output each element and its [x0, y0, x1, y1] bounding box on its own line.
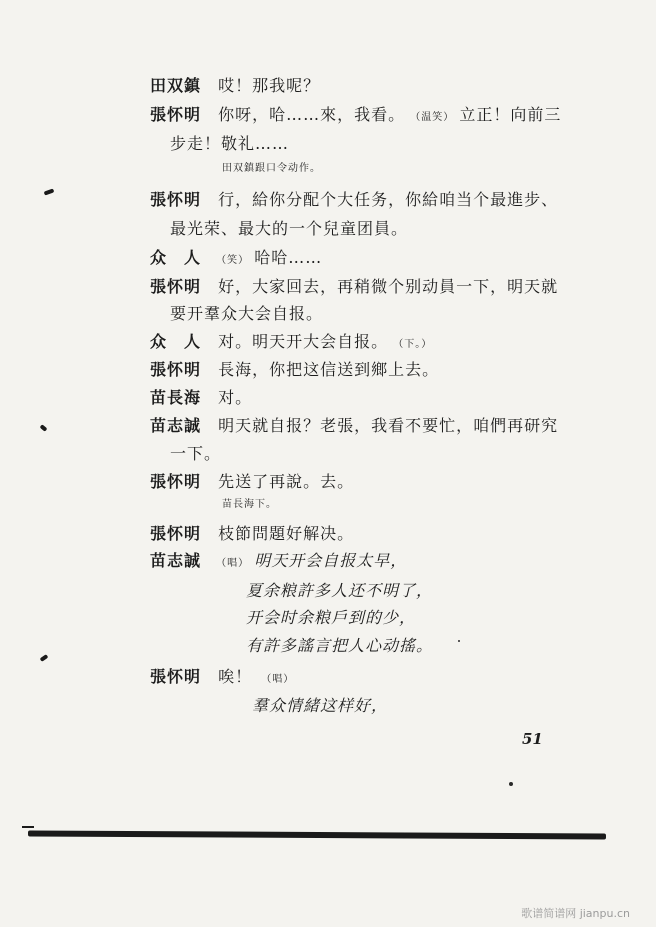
- dialogue-text: 你呀，哈……來，我看。: [218, 105, 406, 124]
- speaker-name: 苗志誠: [150, 551, 202, 570]
- speaker-name: 張怀明: [150, 667, 202, 686]
- verse-line: 有許多謠言把人心动搖。: [246, 636, 434, 655]
- continuation-line: 要开羣众大会自报。: [170, 304, 324, 323]
- speaker-name: 張怀明: [150, 190, 202, 209]
- dialogue-text: 明天就自报？老張，我看不要忙，咱們再研究: [218, 416, 559, 435]
- continuation-line: 最光荣、最大的一个兒童团員。: [170, 219, 409, 238]
- page-number: 51: [522, 730, 543, 748]
- footer-rule-tick: [22, 826, 34, 828]
- stage-direction: （温笑）: [410, 112, 455, 123]
- dialogue-line: [150, 474, 354, 490]
- stage-direction: （唱）: [261, 674, 295, 685]
- dialogue-line: [150, 362, 439, 378]
- dialogue-line: [150, 107, 561, 123]
- dialogue-text: 对。: [218, 388, 253, 407]
- dialogue-text: 哎！那我呢？: [218, 76, 321, 95]
- dialogue-line: [150, 250, 322, 266]
- speaker-name: 張怀明: [150, 105, 202, 124]
- ink-mark: [40, 654, 49, 662]
- speaker-name: 張怀明: [150, 277, 202, 296]
- dialogue-text: 好，大家回去，再稍微个别动員一下，明天就: [218, 277, 559, 296]
- dialogue-text: 行，給你分配个大任务，你給咱当个最進步、: [218, 190, 559, 209]
- dialogue-text: 哈哈……: [254, 248, 323, 267]
- dialogue-text: 对。明天开大会自报。: [218, 332, 389, 351]
- speaker-name: 众 人: [150, 248, 202, 267]
- speaker-name: 众 人: [150, 332, 202, 351]
- dialogue-line: [150, 669, 294, 685]
- continuation-line: 步走！敬礼……: [170, 134, 290, 153]
- watermark: 歌谱简谱网 jianpu.cn: [521, 907, 630, 920]
- speaker-name: 苗志誠: [150, 416, 202, 435]
- speaker-name: 張怀明: [150, 524, 202, 543]
- ink-mark: [44, 188, 55, 195]
- verse-line: 羣众情緒这样好，: [252, 696, 389, 715]
- dialogue-line: [150, 553, 407, 569]
- dialogue-line: [150, 418, 558, 434]
- dialogue-line: [150, 526, 354, 542]
- speaker-name: 張怀明: [150, 472, 202, 491]
- dialogue-line: [150, 192, 558, 208]
- verse-line: 夏余粮許多人还不明了，: [246, 581, 434, 600]
- footer-rule: [28, 830, 606, 839]
- stage-direction: （唱）: [216, 558, 250, 569]
- dialogue-text: 先送了再說。去。: [218, 472, 355, 491]
- stage-direction: （下。）: [393, 339, 433, 350]
- dialogue-line: [150, 279, 558, 295]
- speaker-name: 苗長海: [150, 388, 202, 407]
- dialogue-text: 枝節問題好解决。: [218, 524, 355, 543]
- ink-dot: [509, 782, 513, 786]
- verse-line: 开会时余粮戶到的少，: [246, 608, 417, 627]
- stage-direction: 苗長海下。: [222, 499, 277, 510]
- stage-direction: （笑）: [216, 255, 250, 266]
- dialogue-text: 立正！向前三: [459, 105, 562, 124]
- speaker-name: 張怀明: [150, 360, 202, 379]
- sung-text: 明天开会自报太早，: [254, 551, 408, 570]
- dialogue-line: [150, 334, 432, 350]
- dialogue-line: [150, 390, 252, 406]
- ink-dot: [458, 640, 460, 642]
- dialogue-text: 唉！: [218, 667, 253, 686]
- continuation-line: 一下。: [170, 444, 222, 463]
- dialogue-text: 長海，你把这信送到鄉上去。: [218, 360, 440, 379]
- stage-direction: 田双鎮跟口令动作。: [222, 163, 321, 174]
- dialogue-line: [150, 78, 320, 94]
- speaker-name: 田双鎮: [150, 76, 202, 95]
- ink-mark: [40, 424, 48, 432]
